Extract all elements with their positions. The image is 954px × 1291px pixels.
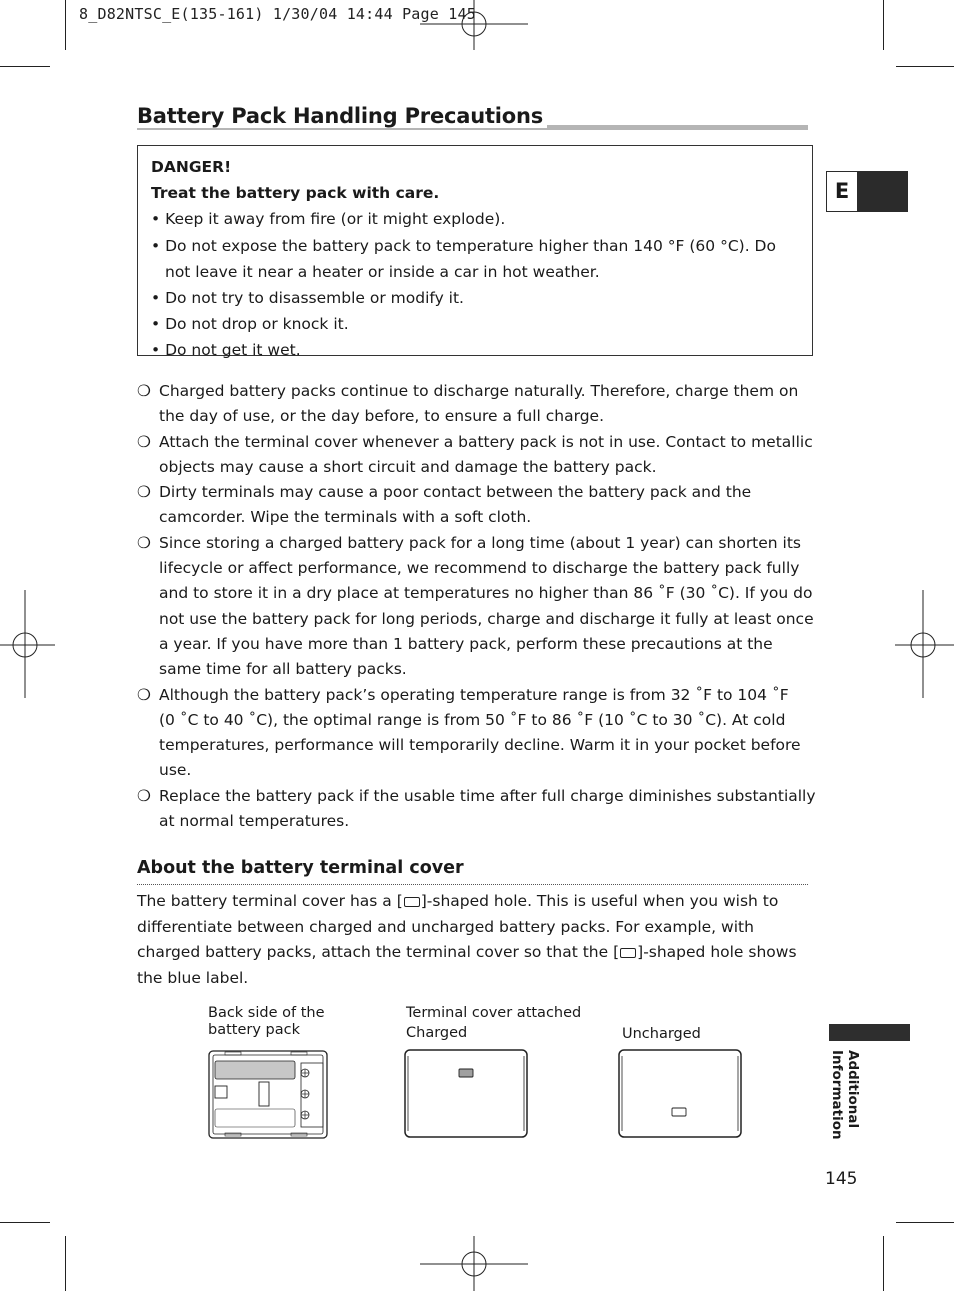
- rectangle-hole-icon: [404, 897, 420, 907]
- list-line: at normal temperatures.: [159, 812, 350, 831]
- precautions-list: [137, 379, 817, 834]
- side-section-bar: [829, 1024, 910, 1041]
- list-line: Although the battery pack’s operating temperature range is from 32 ˚F to 104 ˚F: [159, 685, 789, 704]
- list-line: the day of use, or the day before, to ensure a full charge.: [159, 407, 605, 426]
- list-line: (0 ˚C to 40 ˚C), the optimal range is from 50 ˚F to 86 ˚F (10 ˚C to 30 ˚C). At cold: [159, 710, 786, 729]
- danger-item: • Do not get it wet.: [151, 341, 301, 360]
- list-item: [137, 683, 817, 784]
- list-item: [137, 430, 817, 481]
- list-line: and to store it in a dry place at temperatures no higher than 86 ˚F (30 ˚C). If you do: [159, 584, 813, 603]
- list-line: lifecycle or affect performance, we recommend to discharge the battery pack fully: [159, 559, 800, 578]
- registration-mark-top: [420, 0, 530, 60]
- list-line: camcorder. Wipe the terminals with a soft cloth.: [159, 508, 532, 527]
- list-line: Dirty terminals may cause a poor contact between the battery pack and the: [159, 483, 752, 502]
- bullet-marker: ❍: [137, 786, 151, 805]
- danger-item: • Keep it away from fire (or it might explode).: [151, 210, 506, 229]
- paragraph-line: the blue label.: [137, 968, 249, 987]
- list-line: Replace the battery pack if the usable time after full charge diminishes substantially: [159, 786, 816, 805]
- list-line: Charged battery packs continue to discharge naturally. Therefore, charge them on: [159, 382, 799, 400]
- list-line: Since storing a charged battery pack for a long time (about 1 year) can shorten its: [159, 533, 802, 552]
- figure-label-back-side: Back side of the battery pack: [208, 1005, 325, 1038]
- list-line: Attach the terminal cover whenever a battery pack is not in use. Contact to metallic: [159, 432, 813, 451]
- page-number: 145: [825, 1169, 858, 1189]
- figure-label-attached: Terminal cover attached Charged: [406, 1005, 582, 1041]
- terminal-cover-uncharged-illustration: [617, 1048, 744, 1140]
- list-line: not use the battery pack for long periods, charge and discharge it fully at least once: [159, 609, 814, 628]
- bullet-marker: ❍: [137, 382, 151, 400]
- danger-item: • Do not try to disassemble or modify it.: [151, 289, 464, 308]
- danger-item: • Do not drop or knock it.: [151, 315, 349, 334]
- registration-mark-bottom: [420, 1236, 530, 1291]
- battery-back-side-illustration: [207, 1049, 329, 1141]
- registration-mark-left: [0, 590, 60, 700]
- registration-mark-right: [895, 590, 954, 700]
- bullet-marker: ❍: [137, 685, 151, 704]
- subsection-title: About the battery terminal cover: [137, 858, 464, 878]
- list-line: a year. If you have more than 1 battery pack, perform these precautions at the: [159, 634, 773, 653]
- danger-item-continued: not leave it near a heater or inside a car in hot weather.: [165, 262, 600, 281]
- danger-item: • Do not expose the battery pack to temperature higher than 140 °F (60 °C). Do: [151, 236, 776, 255]
- danger-heading: DANGER!: [151, 158, 232, 176]
- paragraph-line: charged battery packs, attach the terminal cover so that the [ ]-shaped hole shows: [137, 943, 797, 961]
- danger-subheading: Treat the battery pack with care.: [151, 184, 440, 203]
- page-title: Battery Pack Handling Precautions: [137, 104, 547, 128]
- list-line: objects may cause a short circuit and damage the battery pack.: [159, 457, 657, 476]
- figure-label-uncharged: Uncharged: [622, 1026, 701, 1042]
- paragraph-line: differentiate between charged and uncharged battery packs. For example, with: [137, 917, 754, 936]
- language-tab-letter: E: [827, 172, 857, 211]
- list-line: temperatures, performance will temporarily decline. Warm it in your pocket before: [159, 736, 801, 755]
- list-item: [137, 784, 817, 835]
- bullet-marker: ❍: [137, 432, 151, 451]
- list-line: same time for all battery packs.: [159, 660, 407, 679]
- paragraph-line: The battery terminal cover has a [ ]-shaped hole. This is useful when you wish to: [137, 892, 779, 910]
- terminal-cover-paragraph: [137, 889, 817, 991]
- side-section-label: Additional Information: [829, 1050, 861, 1140]
- rectangle-hole-icon: [620, 948, 636, 958]
- list-item: [137, 480, 817, 531]
- bullet-marker: ❍: [137, 483, 151, 502]
- list-item: [137, 379, 817, 430]
- dotted-divider: [137, 884, 808, 885]
- print-header: 8_D82NTSC_E(135-161) 1/30/04 14:44 Page 145: [79, 5, 476, 23]
- language-tab: [826, 171, 908, 212]
- bullet-marker: ❍: [137, 533, 151, 552]
- list-item: [137, 531, 817, 683]
- list-line: use.: [159, 761, 192, 780]
- terminal-cover-charged-illustration: [403, 1048, 530, 1140]
- danger-box: [137, 145, 813, 360]
